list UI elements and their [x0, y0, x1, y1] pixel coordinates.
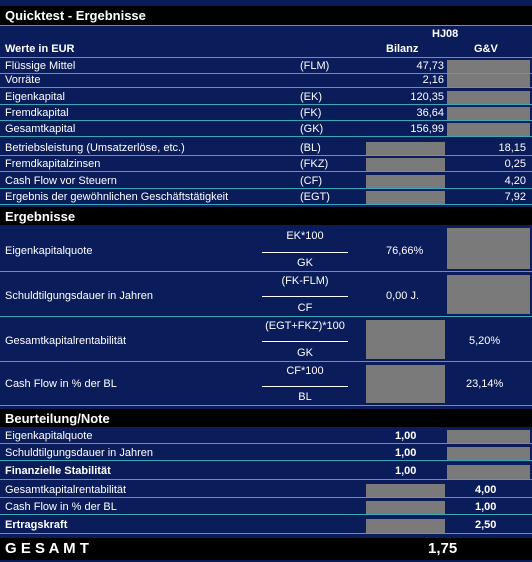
grey-cell [366, 484, 445, 497]
row-guv-value: 18,15 [498, 142, 526, 154]
row-guv-value: 4,20 [504, 175, 526, 187]
ergebnisse-header [0, 207, 532, 225]
col-guv: G&V [474, 43, 498, 55]
gesamt-value: 1,75 [428, 540, 458, 557]
divider [0, 25, 532, 26]
row-bilanz-value: 120,35 [410, 91, 444, 103]
row-label: Flüssige Mittel [5, 60, 76, 72]
page-title: Quicktest - Ergebnisse [5, 8, 146, 23]
fraction-line [262, 386, 348, 387]
ergebnis-guv-value: 5,20% [469, 335, 501, 347]
grey-cell [447, 275, 530, 314]
fraction-line [262, 296, 348, 297]
ergebnis-label: Cash Flow in % der BL [5, 378, 117, 390]
grey-cell [447, 447, 530, 460]
row-abbr: (CF) [300, 175, 322, 187]
formula-denominator: GK [297, 347, 313, 359]
ergebnis-row [0, 226, 532, 272]
grey-cell [447, 228, 530, 269]
ergebnis-label: Schuldtilgungsdauer in Jahren [5, 290, 153, 302]
note-row [0, 465, 532, 480]
row-label: Fremdkapital [5, 107, 69, 119]
title-bar [0, 6, 532, 25]
table-row [0, 142, 532, 156]
note-label: Cash Flow in % der BL [5, 501, 117, 513]
table-row [0, 123, 532, 137]
row-abbr: (BL) [300, 142, 321, 154]
grey-cell [366, 320, 445, 359]
note-bilanz-value: 1,00 [395, 465, 417, 477]
grey-cell [447, 107, 530, 120]
note-row [0, 447, 532, 461]
grey-cell [447, 465, 530, 479]
ergebnis-bilanz-value: 0,00 J. [386, 290, 420, 302]
note-bilanz-value: 1,00 [395, 430, 417, 442]
left-label: Werte in EUR [5, 43, 75, 55]
grey-cell [366, 365, 445, 403]
grey-cell [366, 175, 445, 188]
ergebnis-bilanz-value: 76,66% [386, 245, 424, 257]
ergebnis-guv-value: 23,14% [466, 378, 504, 390]
grey-cell [366, 142, 445, 155]
note-label: Schuldtilgungsdauer in Jahren [5, 447, 153, 459]
ergebnis-row [0, 318, 532, 362]
beurteilung-header [0, 409, 532, 427]
row-label: Gesamtkapital [5, 123, 76, 135]
note-bilanz-value: 1,00 [395, 447, 417, 459]
table-row [0, 175, 532, 189]
grey-cell [447, 74, 530, 87]
formula-denominator: CF [297, 302, 313, 314]
col-bilanz: Bilanz [386, 43, 419, 55]
row-label: Fremdkapitalzinsen [5, 158, 101, 170]
fraction-line [262, 252, 348, 253]
period-label: HJ08 [432, 28, 459, 40]
note-label: Finanzielle Stabilität [5, 465, 111, 477]
fraction-line [262, 341, 348, 342]
section-title: Beurteilung/Note [5, 411, 110, 426]
ergebnis-row [0, 273, 532, 317]
row-label: Eigenkapital [5, 91, 65, 103]
note-row [0, 484, 532, 498]
row-bilanz-value: 2,16 [422, 74, 444, 86]
grey-cell [366, 191, 445, 204]
formula-numerator: (FK-FLM) [281, 275, 329, 287]
note-label: Eigenkapitalquote [5, 430, 93, 442]
ergebnis-row [0, 363, 532, 406]
row-bilanz-value: 156,99 [410, 123, 444, 135]
table-row [0, 91, 532, 105]
row-label: Betriebsleistung (Umsatzerlöse, etc.) [5, 142, 185, 154]
grey-cell [447, 91, 530, 104]
formula-denominator: GK [297, 257, 313, 269]
formula-denominator: BL [298, 391, 312, 403]
section-title: Ergebnisse [5, 209, 76, 224]
note-label: Ertragskraft [5, 519, 68, 531]
row-abbr: (EGT) [300, 191, 330, 203]
grey-cell [366, 519, 445, 533]
row-guv-value: 0,25 [504, 158, 526, 170]
row-abbr: (FKZ) [300, 158, 329, 170]
note-row [0, 430, 532, 444]
row-abbr: (FLM) [300, 60, 330, 72]
table-row [0, 74, 532, 88]
divider [0, 57, 532, 58]
row-label: Vorräte [5, 74, 41, 86]
grey-cell [366, 501, 445, 514]
row-abbr: (GK) [300, 123, 324, 135]
formula-numerator: EK*100 [286, 230, 324, 242]
row-abbr: (FK) [300, 107, 322, 119]
formula-numerator: (EGT+FKZ)*100 [265, 320, 345, 332]
note-guv-value: 1,00 [475, 501, 497, 513]
grey-cell [447, 123, 530, 136]
table-row [0, 60, 532, 74]
gesamt-row [0, 538, 532, 560]
grey-cell [447, 430, 530, 443]
row-guv-value: 7,92 [504, 191, 526, 203]
note-row [0, 501, 532, 515]
ergebnis-label: Eigenkapitalquote [5, 245, 93, 257]
row-abbr: (EK) [300, 91, 322, 103]
grey-cell [366, 158, 445, 171]
row-label: Ergebnis der gewöhnlichen Geschäftstätigkeit [5, 191, 229, 203]
ergebnis-label: Gesamtkapitalrentabilität [5, 335, 127, 347]
gesamt-label: G E S A M T [5, 540, 89, 557]
table-row [0, 158, 532, 172]
note-row [0, 519, 532, 534]
row-bilanz-value: 47,73 [416, 60, 444, 72]
table-row [0, 107, 532, 121]
note-guv-value: 2,50 [475, 519, 497, 531]
grey-cell [447, 60, 530, 73]
note-label: Gesamtkapitalrentabilität [5, 484, 127, 496]
formula-numerator: CF*100 [286, 365, 324, 377]
note-guv-value: 4,00 [475, 484, 497, 496]
row-label: Cash Flow vor Steuern [5, 175, 117, 187]
row-bilanz-value: 36,64 [416, 107, 444, 119]
table-row [0, 191, 532, 205]
